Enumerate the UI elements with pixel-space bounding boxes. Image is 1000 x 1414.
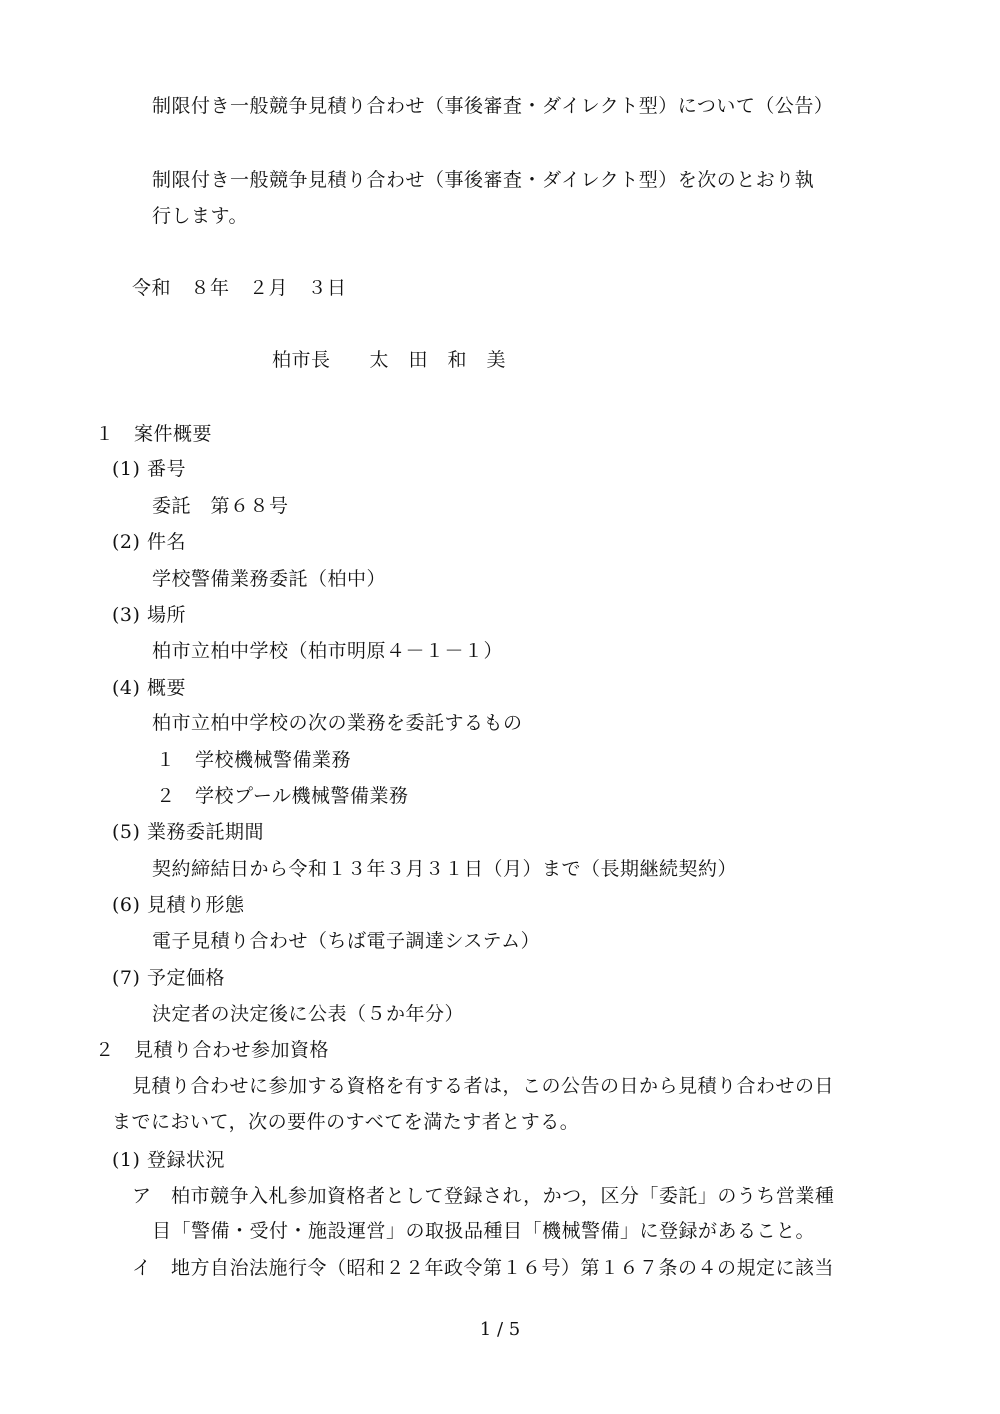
item-4-sub-1: １ 学校機械警備業務 — [156, 749, 352, 771]
section-2-intro-line-1: 見積り合わせに参加する資格を有する者は，この公告の日から見積り合わせの日 — [132, 1075, 835, 1097]
item-5-value: 契約締結日から令和１３年３月３１日（月）まで（長期継続契約） — [152, 858, 738, 880]
item-3-label: (3) 場所 — [112, 604, 186, 626]
intro-line-2: 行します。 — [152, 205, 248, 227]
item-4-sub-2: ２ 学校プール機械警備業務 — [156, 785, 409, 807]
item-4-label: (4) 概要 — [112, 677, 186, 699]
signer-name: 柏市長 太 田 和 美 — [272, 349, 507, 371]
item-6-label: (6) 見積り形態 — [112, 894, 245, 916]
page-number: 1 / 5 — [479, 1319, 521, 1340]
item-4-value: 柏市立柏中学校の次の業務を委託するもの — [152, 712, 523, 734]
s2-item-1-a-line-1: ア 柏市競争入札参加資格者として登録され，かつ，区分「委託」のうち営業種 — [132, 1185, 835, 1207]
s2-item-1-a-line-2: 目「警備・受付・施設運営」の取扱品種目「機械警備」に登録があること。 — [152, 1220, 816, 1242]
item-3-value: 柏市立柏中学校（柏市明原４－１－１） — [152, 640, 504, 662]
s2-item-1-label: (1) 登録状況 — [112, 1149, 225, 1171]
section-2-heading: ２ 見積り合わせ参加資格 — [95, 1039, 330, 1061]
notice-title: 制限付き一般競争見積り合わせ（事後審査・ダイレクト型）について（公告） — [152, 95, 834, 117]
item-2-label: (2) 件名 — [112, 531, 186, 553]
item-2-value: 学校警備業務委託（柏中） — [152, 568, 387, 590]
item-6-value: 電子見積り合わせ（ちば電子調達システム） — [152, 930, 541, 952]
s2-item-1-b-line-1: イ 地方自治法施行令（昭和２２年政令第１６号）第１６７条の４の規定に該当 — [132, 1257, 835, 1279]
intro-line-1: 制限付き一般競争見積り合わせ（事後審査・ダイレクト型）を次のとおり執 — [152, 169, 815, 191]
item-1-label: (1) 番号 — [112, 458, 186, 480]
item-5-label: (5) 業務委託期間 — [112, 821, 264, 843]
item-7-label: (7) 予定価格 — [112, 967, 225, 989]
item-7-value: 決定者の決定後に公表（５か年分） — [152, 1003, 465, 1025]
notice-date: 令和 ８年 ２月 ３日 — [132, 277, 347, 299]
section-2-intro-line-2: までにおいて，次の要件のすべてを満たす者とする。 — [112, 1111, 580, 1133]
item-1-value: 委託 第６８号 — [152, 495, 289, 517]
section-1-heading: １ 案件概要 — [95, 423, 213, 445]
